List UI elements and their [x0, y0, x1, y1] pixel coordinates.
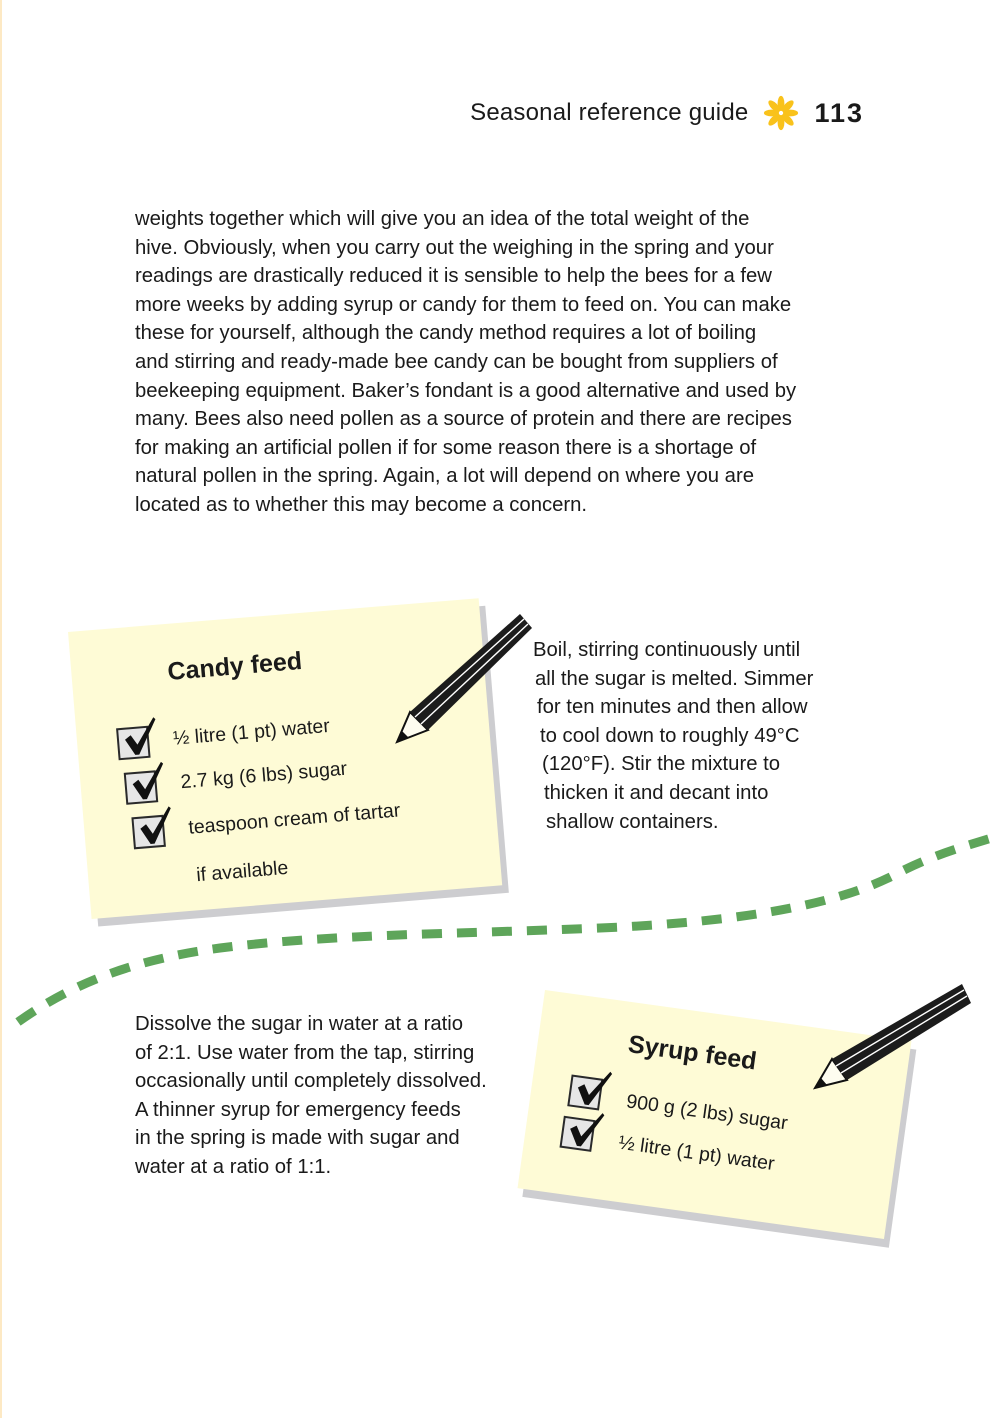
checkmark-icon: [119, 715, 162, 760]
syrup-item-checkbox: [559, 1116, 595, 1152]
body-line: weights together which will give you an idea of the total weight of the: [135, 208, 750, 230]
candy-instructions: [533, 636, 813, 836]
instruction-line: (120°F). Stir the mixture to: [542, 753, 781, 776]
checkmark-icon: [571, 1065, 616, 1112]
page-number: 113: [814, 97, 864, 128]
instruction-line: all the sugar is melted. Simmer: [535, 667, 814, 690]
instruction-line: Boil, stirring continuously until: [533, 639, 801, 661]
candy-item-checkbox: [131, 815, 166, 850]
instruction-line: thicken it and decant into: [544, 781, 769, 804]
instruction-line: Dissolve the sugar in water at a ratio: [135, 1013, 464, 1035]
candy-item: ½ litre (1 pt) water: [172, 714, 331, 750]
body-line: hive. Obviously, when you carry out the weighing in the spring and your: [135, 236, 774, 259]
syrup-feed-note: [518, 990, 912, 1239]
instruction-line: occasionally until completely dissolved.: [135, 1070, 487, 1093]
syrup-item: 900 g (2 lbs) sugar: [624, 1090, 790, 1135]
daisy-flower-icon: [762, 94, 800, 132]
body-line: readings are drastically reduced it is sensible to help the bees for a few: [135, 265, 772, 288]
body-line: for making an artificial pollen if for some reason there is a shortage of: [135, 436, 757, 459]
checkmark-icon: [127, 759, 170, 804]
candy-item-continuation: if available: [195, 856, 290, 887]
body-line: more weeks by adding syrup or candy for them to feed on. You can make: [135, 293, 792, 316]
instruction-line: shallow containers.: [546, 810, 719, 833]
body-line: many. Bees also need pollen as a source of protein and there are recipes: [135, 408, 792, 431]
instruction-line: to cool down to roughly 49°C: [540, 724, 800, 747]
body-line: and stirring and ready-made bee candy can be bought from suppliers of: [135, 350, 778, 373]
syrup-feed-title: Syrup feed: [626, 1030, 759, 1076]
candy-item: teaspoon cream of tartar: [187, 799, 402, 839]
candy-item-checkbox: [124, 770, 159, 805]
candy-feed-title: Candy feed: [166, 646, 304, 686]
instruction-line: in the spring is made with sugar and: [135, 1127, 460, 1150]
candy-feed-note: [68, 598, 502, 919]
page-edge: [0, 0, 2, 1418]
body-line: natural pollen in the spring. Again, a lot will depend on where you are: [135, 465, 754, 488]
checkmark-icon: [563, 1106, 608, 1153]
candy-item-checkbox: [116, 726, 151, 761]
body-line: beekeeping equipment. Baker’s fondant is a good alternative and used by: [135, 379, 797, 402]
syrup-item-checkbox: [567, 1074, 603, 1110]
body-line: located as to whether this may become a concern.: [135, 493, 588, 516]
instruction-line: of 2:1. Use water from the tap, stirring: [135, 1041, 475, 1064]
syrup-item: ½ litre (1 pt) water: [617, 1131, 776, 1176]
candy-item: 2.7 kg (6 lbs) sugar: [179, 757, 348, 794]
body-line: these for yourself, although the candy method requires a lot of boiling: [135, 322, 757, 345]
checkmark-icon: [135, 804, 178, 849]
running-head: [470, 96, 864, 130]
instruction-line: A thinner syrup for emergency feeds: [135, 1098, 461, 1121]
body-paragraph: [135, 205, 870, 520]
syrup-instructions: [135, 1010, 487, 1182]
instruction-line: for ten minutes and then allow: [537, 696, 808, 719]
instruction-line: water at a ratio of 1:1.: [135, 1155, 332, 1178]
running-title: Seasonal reference guide: [470, 99, 749, 126]
